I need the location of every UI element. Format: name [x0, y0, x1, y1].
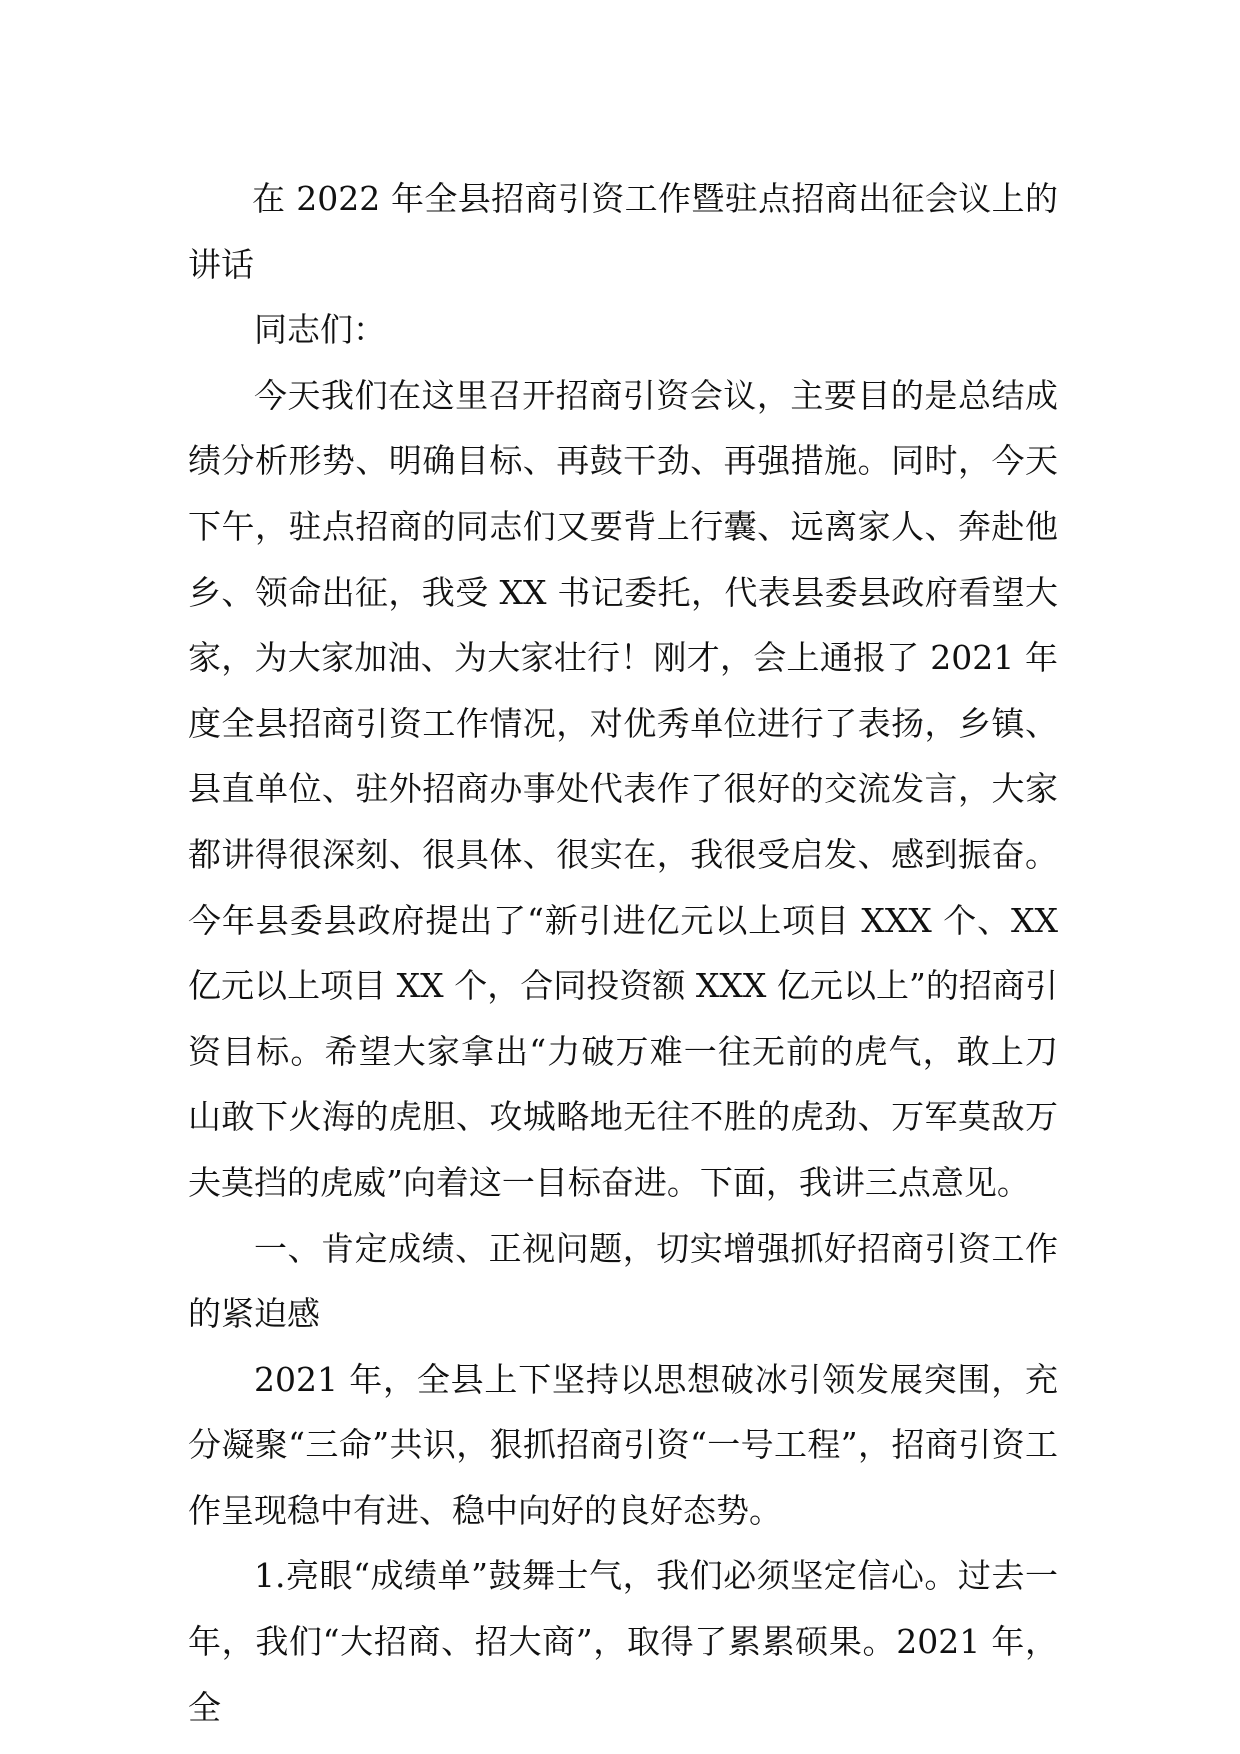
paragraph-point-1: 1.亮眼“成绩单”鼓舞士气，我们必须坚定信心。过去一年，我们“大招商、招大商”，取得了累累硕果。2021 年，全: [188, 1556, 1058, 1727]
section-heading-1: 一、肯定成绩、正视问题，切实增强抓好招商引资工作的紧迫感: [188, 1228, 1058, 1334]
speech-title: 在 2022 年全县招商引资工作暨驻点招商出征会议上的讲话: [188, 179, 1058, 284]
paragraph-intro: 今天我们在这里召开招商引资会议，主要目的是总结成绩分析形势、明确目标、再鼓干劲、再强措施。同时，今天下午，驻点招商的同志们又要背上行囊、远离家人、奔赴他乡、领命出征，我受 XX 书记委托，代表县委县政府看望大家，为大家加油、为大家壮行！刚才，会上通报了 2021 年度全县招商引资工作情况，对优秀单位进行了表扬，乡镇、县直单位、驻外招商办事处代表作了很好的交流发言，大家都讲得很深刻、很具体、很实在，我很受启发、感到振奋。今年县委县政府提出了“新引进亿元以上项目 XXX 个、XX 亿元以上项目 XX 个，合同投资额 XXX 亿元以上”的招商引资目标。希望大家拿出“力破万难一往无前的虎气，敢上刀山敢下火海的虎胆、攻城略地无往不胜的虎劲、万军莫敌万夫莫挡的虎威”向着这一目标奋进。下面，我讲三点意见。: [188, 375, 1058, 1202]
salutation: 同志们：: [254, 310, 386, 350]
paragraph-2021-overview: 2021 年，全县上下坚持以思想破冰引领发展突围，充分凝聚“三命”共识，狠抓招商引资“一号工程”，招商引资工作呈现稳中有进、稳中向好的良好态势。: [188, 1359, 1058, 1530]
document-body: [188, 166, 1058, 1740]
